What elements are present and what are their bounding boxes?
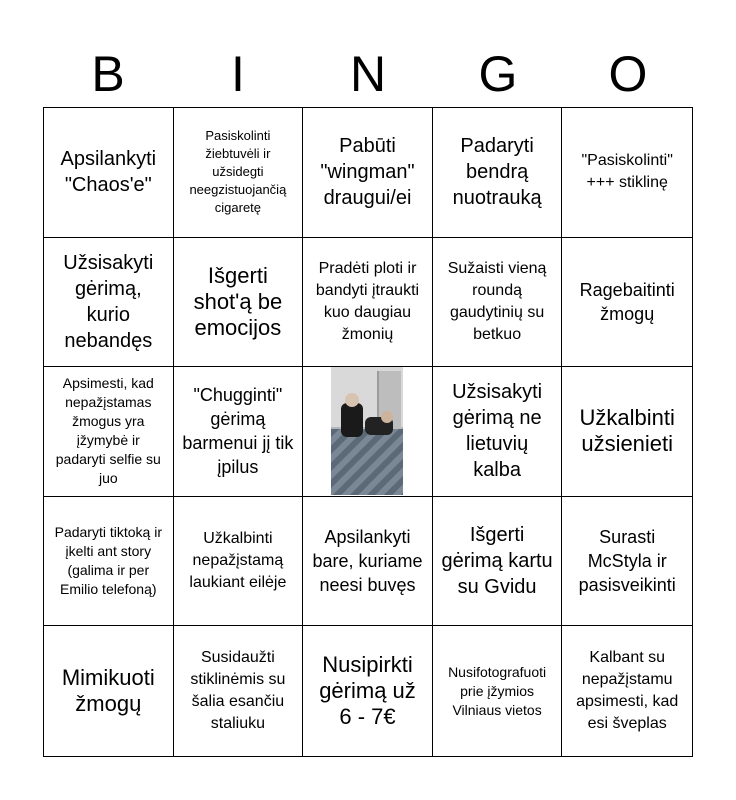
cell-text: "Chugginti" gėrimą barmenui jį tik įpilus	[182, 385, 294, 478]
cell-text: Apsilankyti "Chaos'e"	[60, 148, 157, 197]
bingo-cell[interactable]	[44, 108, 174, 238]
bingo-cell[interactable]	[174, 367, 304, 497]
bingo-cell[interactable]	[174, 497, 304, 627]
bingo-cell[interactable]	[562, 497, 692, 627]
bingo-cell[interactable]	[562, 367, 692, 497]
cell-text: Sužaisti vieną roundą gaudytinių su betkuo	[447, 259, 547, 343]
bingo-cell[interactable]	[433, 367, 563, 497]
cell-text: Pradėti ploti ir bandyti įtraukti kuo daugiau žmonių	[315, 259, 420, 343]
bingo-cell[interactable]	[44, 367, 174, 497]
bingo-cell[interactable]	[44, 238, 174, 368]
cell-text: Kalbant su nepažįstamu apsimesti, kad esi šveplas	[576, 649, 679, 733]
header-letter-n: N	[349, 46, 387, 102]
cell-text: Užkalbinti užsienieti	[579, 405, 675, 457]
bingo-header	[43, 40, 693, 108]
bingo-cell[interactable]	[562, 238, 692, 368]
cell-text: Nusipirkti gėrimą už 6 - 7€	[319, 652, 416, 730]
cell-text: Apsimesti, kad nepažįstamas žmogus yra įžymybė ir padaryti selfie su juo	[55, 375, 161, 487]
free-space-cell[interactable]	[303, 367, 433, 497]
bingo-cell[interactable]	[174, 238, 304, 368]
bingo-grid	[43, 107, 693, 757]
header-letter-b: B	[91, 46, 125, 102]
header-letter-i: I	[231, 46, 245, 102]
cell-text: Padaryti tiktoką ir įkelti ant story (galima ir per Emilio telefoną)	[54, 524, 162, 598]
cell-text: Užsisakyti gėrimą, kurio nebandęs	[63, 251, 154, 352]
cell-text: Padaryti bendrą nuotrauką	[452, 135, 542, 210]
bingo-cell[interactable]	[44, 497, 174, 627]
bingo-cell[interactable]	[174, 626, 304, 756]
bingo-cell[interactable]	[562, 626, 692, 756]
bingo-cell[interactable]	[44, 626, 174, 756]
bingo-cell[interactable]	[303, 238, 433, 368]
cell-text: Užkalbinti nepažįstamą laukiant eilėje	[189, 530, 287, 592]
cell-text: Užsisakyti gėrimą ne lietuvių kalba	[452, 381, 543, 482]
cell-text: Išgerti gėrimą kartu su Gvidu	[441, 524, 553, 599]
cell-text: "Pasiskolinti" +++ stiklinę	[581, 152, 673, 192]
bingo-cell[interactable]	[433, 626, 563, 756]
free-space-photo	[331, 367, 403, 495]
cell-text: Apsilankyti bare, kuriame neesi buvęs	[312, 527, 423, 596]
cell-text: Išgerti shot'ą be emocijos	[193, 262, 283, 340]
bingo-cell[interactable]	[562, 108, 692, 238]
cell-text: Nusifotografuoti prie įžymios Vilniaus vietos	[448, 663, 547, 718]
cell-text: Mimikuoti žmogų	[61, 665, 155, 717]
cell-text: Susidaužti stiklinėmis su šalia esančiu staliuku	[190, 649, 286, 733]
bingo-cell[interactable]	[303, 626, 433, 756]
bingo-cell[interactable]	[303, 497, 433, 627]
cell-text: Pabūti "wingman" draugui/ei	[320, 135, 415, 210]
header-letter-g: G	[478, 46, 518, 102]
bingo-cell[interactable]	[433, 497, 563, 627]
cell-text: Surasti McStyla ir pasisveikinti	[578, 527, 676, 596]
bingo-cell[interactable]	[433, 108, 563, 238]
bingo-cell[interactable]	[303, 108, 433, 238]
cell-text: Pasiskolinti žiebtuvėli ir užsidegti neegzistuojančią cigaretę	[189, 128, 287, 216]
header-letter-o: O	[608, 46, 648, 102]
bingo-cell[interactable]	[433, 238, 563, 368]
cell-text: Ragebaitinti žmogų	[579, 279, 675, 324]
bingo-cell[interactable]	[174, 108, 304, 238]
